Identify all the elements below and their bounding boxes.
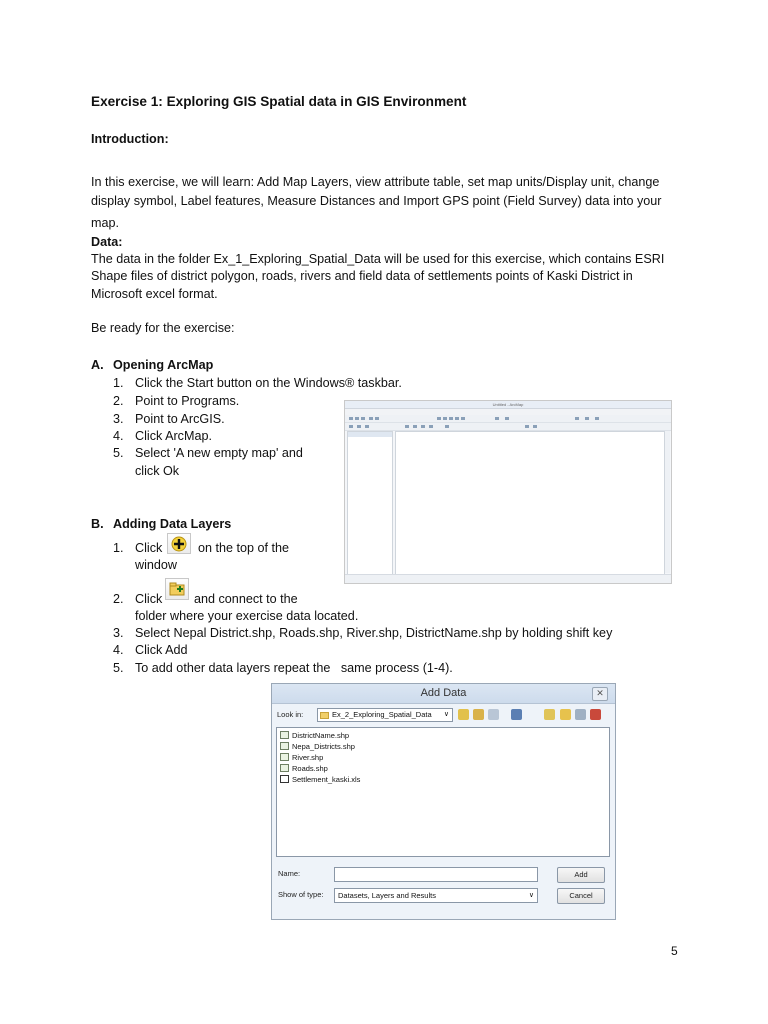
connect-folder-icon[interactable] xyxy=(544,709,555,720)
arcmap-screenshot xyxy=(344,400,672,584)
look-in-select[interactable] xyxy=(317,708,453,722)
section-a-heading xyxy=(91,356,213,374)
list-item xyxy=(113,444,303,462)
step-text: Point to Programs. xyxy=(135,394,240,408)
map-view xyxy=(395,431,665,575)
database-icon[interactable] xyxy=(575,709,586,720)
look-in-label: Look in: xyxy=(277,710,304,719)
file-name: River.shp xyxy=(292,753,324,762)
step-text: Click xyxy=(135,541,163,555)
list-item xyxy=(113,427,212,445)
list-item[interactable] xyxy=(280,752,323,763)
step-number: 1. xyxy=(113,376,124,390)
data-line: Microsoft excel format. xyxy=(91,287,218,301)
ready-line: Be ready for the exercise: xyxy=(91,321,235,335)
page-title: Exercise 1: Exploring GIS Spatial data in GIS Environment xyxy=(91,94,467,109)
section-b-heading xyxy=(91,515,231,533)
section-letter: B. xyxy=(91,517,104,531)
table-icon xyxy=(280,775,289,783)
file-name: Settlement_kaski.xls xyxy=(292,775,361,784)
view-list-icon[interactable] xyxy=(511,709,522,720)
list-item xyxy=(113,392,239,410)
step-text: and connect to the xyxy=(194,592,298,606)
page-number: 5 xyxy=(671,944,678,958)
step-number: 5. xyxy=(113,446,124,460)
list-item xyxy=(113,659,453,677)
table-of-contents xyxy=(347,431,393,575)
arcmap-side-toolbar xyxy=(665,431,670,573)
step-text: click Ok xyxy=(135,464,180,478)
cancel-button[interactable]: Cancel xyxy=(557,888,605,904)
close-icon[interactable]: ✕ xyxy=(592,687,608,701)
arcmap-title: Untitled - ArcMap xyxy=(345,401,671,409)
shapefile-icon xyxy=(280,731,289,739)
shapefile-icon xyxy=(280,742,289,750)
name-label: Name: xyxy=(278,869,301,878)
step-text: on the top of the xyxy=(198,541,290,555)
add-data-dialog xyxy=(271,683,616,920)
section-title: Opening ArcMap xyxy=(113,358,214,372)
file-list xyxy=(276,727,610,857)
step-number: 2. xyxy=(113,592,124,606)
chevron-down-icon: ∨ xyxy=(443,711,449,718)
step-number: 1. xyxy=(113,541,124,555)
file-name: Nepa_Districts.shp xyxy=(292,742,355,751)
data-line: Shape files of district polygon, roads, rivers and field data of settlements points of Kaski District in xyxy=(91,269,633,283)
go-up-icon[interactable] xyxy=(458,709,469,720)
intro-heading: Introduction: xyxy=(91,132,169,146)
list-item xyxy=(113,539,162,557)
data-line: The data in the folder Ex_1_Exploring_Spatial_Data will be used for this exercise, which contains ESRI xyxy=(91,252,665,266)
step-text: window xyxy=(135,558,177,572)
step-text: Select Nepal District.shp, Roads.shp, River.shp, DistrictName.shp by holding shift key xyxy=(135,626,613,640)
list-item xyxy=(113,374,402,392)
step-number: 2. xyxy=(113,394,124,408)
step-number: 4. xyxy=(113,429,124,443)
name-field[interactable] xyxy=(334,867,538,882)
list-item xyxy=(113,624,612,642)
arcmap-toolbar xyxy=(345,423,671,431)
shapefile-icon xyxy=(280,764,289,772)
arcmap-toolbar xyxy=(345,415,671,423)
chevron-down-icon: ∨ xyxy=(528,892,534,899)
arcmap-statusbar xyxy=(345,574,671,583)
new-folder-icon[interactable] xyxy=(560,709,571,720)
folder-icon xyxy=(320,712,329,719)
toolbox-icon[interactable] xyxy=(590,709,601,720)
add-data-icon xyxy=(167,533,191,554)
list-item[interactable] xyxy=(280,763,328,774)
list-item[interactable] xyxy=(280,730,349,741)
shapefile-icon xyxy=(280,753,289,761)
file-name: Roads.shp xyxy=(292,764,328,773)
show-type-value: Datasets, Layers and Results xyxy=(338,891,436,900)
catalog-tree-icon[interactable] xyxy=(488,709,499,720)
intro-line: In this exercise, we will learn: Add Map Layers, view attribute table, set map units/Display unit, change xyxy=(91,175,660,189)
list-item xyxy=(113,641,188,659)
step-number: 4. xyxy=(113,643,124,657)
add-button[interactable]: Add xyxy=(557,867,605,883)
file-name: DistrictName.shp xyxy=(292,731,350,740)
dialog-title: Add Data xyxy=(420,687,467,699)
section-letter: A. xyxy=(91,358,104,372)
step-text: Point to ArcGIS. xyxy=(135,412,225,426)
step-number: 3. xyxy=(113,626,124,640)
step-text: Select 'A new empty map' and xyxy=(135,446,303,460)
step-text: Click ArcMap. xyxy=(135,429,212,443)
list-item xyxy=(113,410,225,428)
data-heading: Data: xyxy=(91,235,123,249)
step-text: To add other data layers repeat the same process (1-4). xyxy=(135,661,453,675)
step-number: 5. xyxy=(113,661,124,675)
step-text: Click the Start button on the Windows® taskbar. xyxy=(135,376,402,390)
intro-line: map. xyxy=(91,216,119,230)
list-item xyxy=(113,462,179,480)
section-title: Adding Data Layers xyxy=(113,517,232,531)
intro-line: display symbol, Label features, Measure Distances and Import GPS point (Field Survey) data into your xyxy=(91,194,662,208)
list-item[interactable] xyxy=(280,741,355,752)
show-type-label: Show of type: xyxy=(278,890,324,899)
dialog-titlebar xyxy=(272,684,615,704)
step-text: Click Add xyxy=(135,643,188,657)
step-text: folder where your exercise data located. xyxy=(135,609,359,623)
step-text: Click xyxy=(135,592,163,606)
connect-folder-icon xyxy=(165,578,189,600)
show-type-select[interactable] xyxy=(334,888,538,903)
step-number: 3. xyxy=(113,412,124,426)
list-item[interactable] xyxy=(280,774,360,785)
home-icon[interactable] xyxy=(473,709,484,720)
list-item xyxy=(113,590,162,608)
look-in-value: Ex_2_Exploring_Spatial_Data xyxy=(332,710,432,719)
